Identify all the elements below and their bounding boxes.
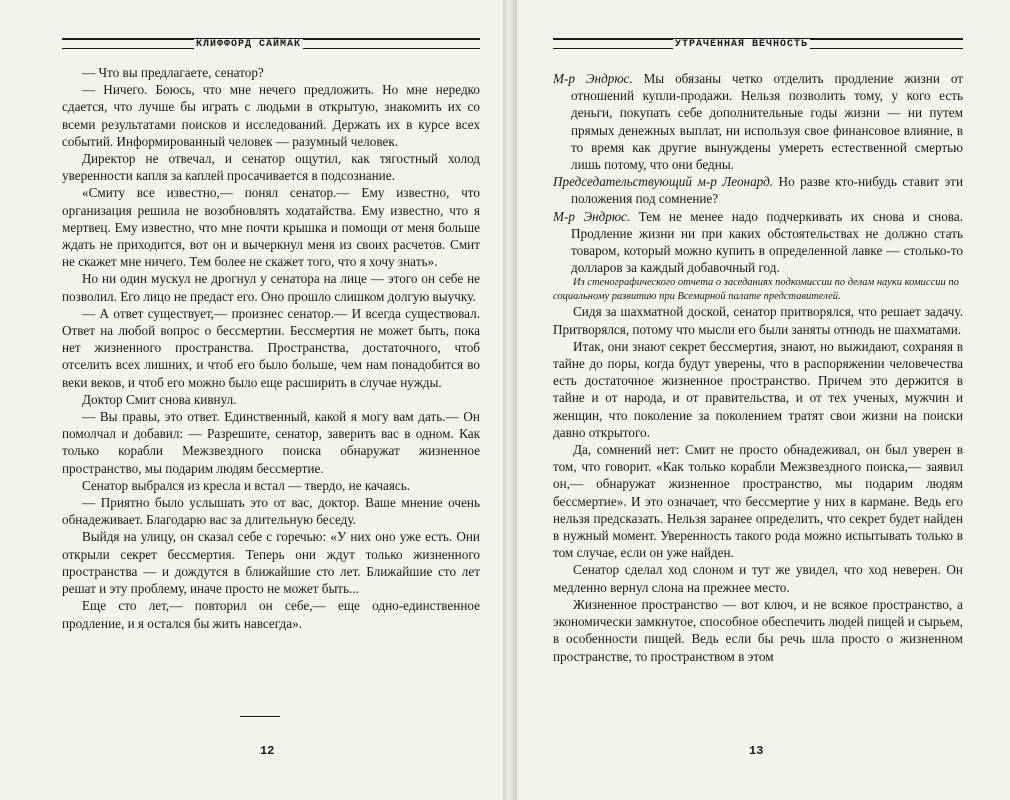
right-page [553, 0, 963, 800]
paragraph: Итак, они знают секрет бессмертия, знают, но выжидают, сохраняя в тайне до поры, когда будут уверены, что в распоряжении человечества есть достаточное жизненное пространство. Причем это держится в тайне и от народа, и от правительства, и от тех ученых, мужчин и женщин, что поколение за поколением тратят свои жизни на поиски давно открытого. [553, 338, 963, 440]
speaker-name: М-р Эндрюс. [553, 71, 633, 86]
book-gutter [503, 0, 517, 800]
transcript-entry [553, 70, 963, 173]
right-running-head [553, 32, 963, 54]
paragraph: Да, сомнений нет: Смит не просто обнадеживал, он был уверен в том, что говорит. «Как только корабли Межзвездного поиска,— заявил он,— обнаружат жизненное пространство, мы подарим людям бессмертие». И это означает, что бессмертие у них в кармане. Ведь его нельзя предсказать. Нельзя заранее определить, что секрет будет найден в нужный момент. Уверенность такого рода можно испытывать только в том случае, если он уже найден. [553, 442, 963, 561]
paragraph: Жизненное пространство — вот ключ, и не всякое пространство, а экономически замкнутое, способное обеспечить людей пищей и сырьем, в особенности пищей. Ведь если бы речь шла просто о жизненном пространстве, то пространством в этом [553, 596, 963, 664]
left-running-head [62, 32, 480, 54]
transcript-source-citation: Из стенографического отчета о заседаниях подкомиссии по делам науки комиссии по социальному развитию при Всемирной палате представителей. [553, 277, 959, 302]
transcript-entry [553, 208, 963, 277]
paragraph: Сенатор выбрался из кресла и встал — твердо, не качаясь. [82, 477, 411, 493]
page-number: 12 [260, 744, 275, 758]
left-page-text [62, 64, 480, 632]
paragraph: Выйдя на улицу, он сказал себе с горечью: «У них оно уже есть. Они открыли секрет бессмертия. Теперь они ждут только жизненного пространства — и дождутся в ближайшие сто лет. Ближайшие сто лет решат и эту проблему, иначе просто не может быть... [62, 529, 480, 597]
paragraph: — Приятно было услышать это от вас, доктор. Ваше мнение очень обнадеживает. Благодарю вас за длительную беседу. [62, 495, 480, 528]
paragraph: — А ответ существует,— произнес сенатор.— И всегда существовал. Ответ на любой вопрос о бессмертии. Бессмертия не может быть, пока нет жизненного пространства. Пространства, достаточного, чтоб отселить всех лишних, и чтоб его было больше, чем нам понадобится во веки веков, и чтоб его можно было еще расширить в случае нужды. [62, 305, 480, 390]
transcript-entry [553, 173, 963, 207]
paragraph: Директор не отвечал, и сенатор ощутил, как тягостный холод уверенности капля за каплей просачивается в подсознание. [62, 151, 480, 184]
speaker-name: Председательствующий м-р Леонард. [553, 174, 774, 190]
paragraph: «Смиту все известно,— понял сенатор.— Ему известно, что организация решила не возобновлять ходатайства. Ему известно, что я мертвец. Ему известно, что мне почти крышка и помощи от меня больше ждать не приходится, вот он и вычеркнул меня из своих расчетов. Смит не скажет мне ничего. Тем более не скажет того, что я хочу знать». [62, 185, 480, 270]
speech-text: Но разве кто-нибудь ставит эти положения под сомнение? [571, 174, 963, 207]
paragraph: Доктор Смит снова кивнул. [82, 391, 237, 407]
paragraph: Но ни один мускул не дрогнул у сенатора на лице — этого он себе не позволил. Его лицо не предаст его. Оно прошло слишком долгую выучку. [62, 271, 480, 304]
page-number: 13 [749, 744, 764, 758]
paragraph: Сидя за шахматной доской, сенатор притворялся, что решает задачу. Притворялся, потому что мысли его были заняты отнюдь не шахматами. [553, 304, 963, 337]
right-page-text [553, 70, 963, 665]
paragraph: — Вы правы, это ответ. Единственный, какой я могу вам дать.— Он помолчал и добавил: — Разрешите, сенатор, заверить вас в одном. Как только корабли Межзвездного поиска обнаружат жизненное пространство, мы подарим людям бессмертие. [62, 409, 480, 476]
section-end-rule [240, 716, 280, 717]
speaker-name: М-р Эндрюс. [553, 208, 631, 224]
running-head-title: УТРАЧЕННАЯ ВЕЧНОСТЬ [675, 39, 809, 50]
paragraph: — Ничего. Боюсь, что мне нечего предложить. Но мне нередко сдается, что лучше бы играть с людьми в открытую, знакомить их со всеми результатами поисков и исследований. Держать их в курсе всех событий. Информированный человек — разумный человек. [62, 82, 480, 149]
paragraph: Сенатор сделал ход слоном и тут же увидел, что ход неверен. Он медленно вернул слона на прежнее место. [553, 562, 963, 595]
speech-text: Тем не менее надо подчеркивать их снова и снова. Продление жизни ни при каких обстоятельствах не должно стать товаром, который можно купить в определенной лавке — столько-то долларов за каждый добавочный год. [571, 208, 964, 276]
speech-text: Мы обязаны четко отделить продление жизни от отношений купли-продажи. Нельзя позволить тому, у кого есть деньги, покупать себе дополнительные годы жизни — ни путем прямых денежных выплат, ни используя свое финансовое влияние, в то время как другие вынуждены умереть естественной смертью лишь потому, что они бедны. [571, 71, 964, 173]
paragraph: — Что вы предлагаете, сенатор? [82, 65, 264, 80]
running-head-author: КЛИФФОРД САЙМАК [196, 39, 302, 50]
paragraph: Еще сто лет,— повторил он себе,— еще одно-единственное продление, и я остался бы жить навсегда». [62, 598, 480, 631]
left-page [62, 0, 480, 800]
